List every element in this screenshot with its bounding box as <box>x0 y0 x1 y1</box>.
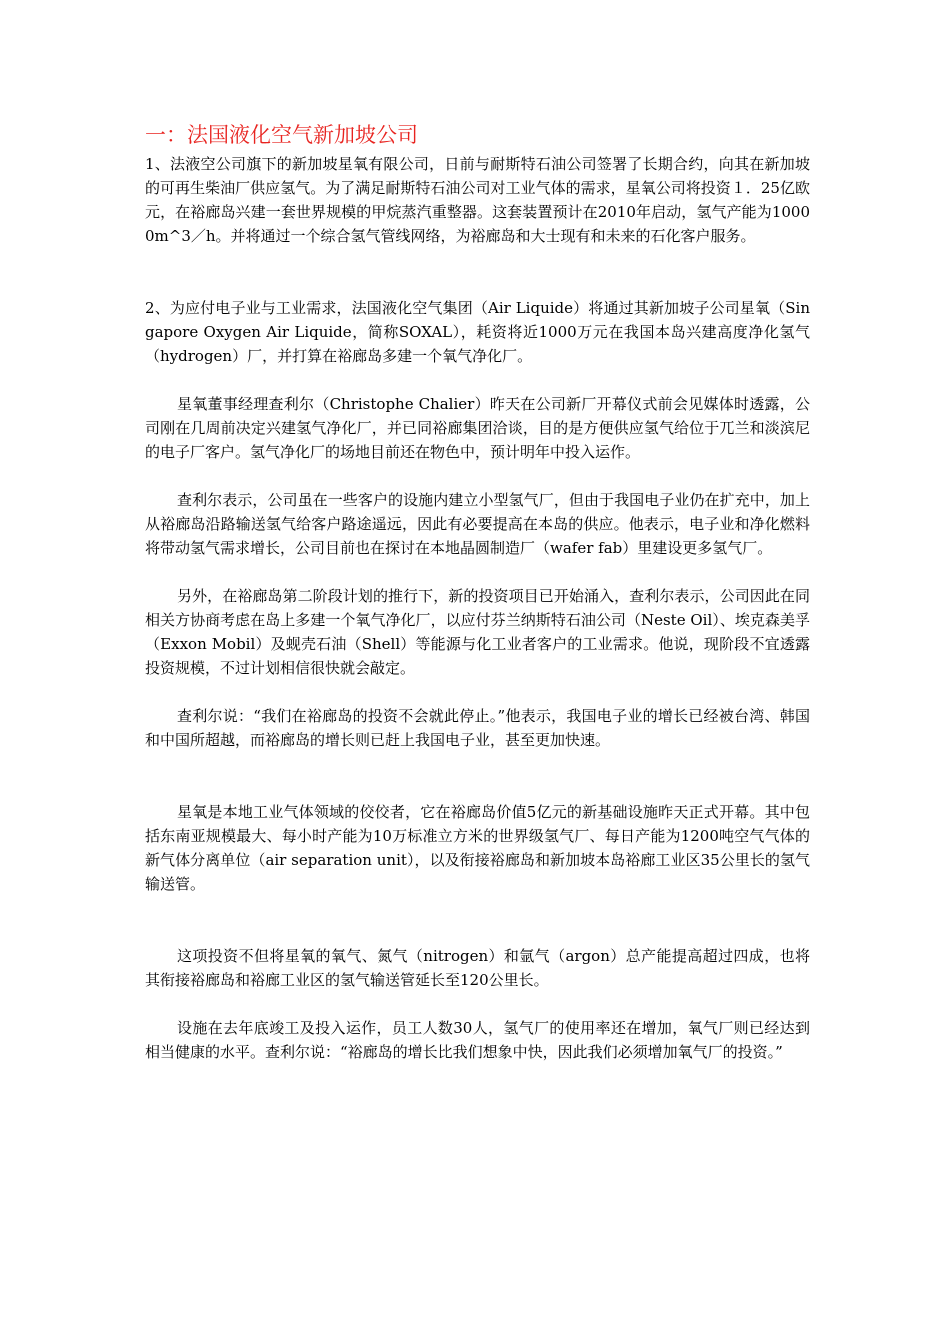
paragraph-9: 设施在去年底竣工及投入运作，员工人数30人，氢气厂的使用率还在增加，氧气厂则已经达到相当健康的水平。查利尔说：“裕廊岛的增长比我们想象中快，因此我们必须增加氧气厂的投资。” <box>145 1019 810 1061</box>
paragraph-6: 查利尔说：“我们在裕廊岛的投资不会就此停止。”他表示，我国电子业的增长已经被台湾、韩国和中国所超越，而裕廊岛的增长则已赶上我国电子业，甚至更加快速。 <box>145 707 810 749</box>
document-body <box>145 120 810 1064</box>
paragraph-3: 星氧董事经理查利尔（Christophe Chalier）昨天在公司新厂开幕仪式前会见媒体时透露，公司刚在几周前决定兴建氢气净化厂，并已同裕廊集团洽谈，目的是方便供应氢气给位于兀兰和淡滨尼的电子厂客户。氢气净化厂的场地目前还在物色中，预计明年中投入运作。 <box>145 395 810 461</box>
paragraph-5: 另外，在裕廊岛第二阶段计划的推行下，新的投资项目已开始涌入，查利尔表示，公司因此在同相关方协商考虑在岛上多建一个氧气净化厂，以应付芬兰纳斯特石油公司（Neste Oil）、埃克森美孚（Exxon Mobil）及蚬壳石油（Shell）等能源与化工业者客户的工业需求。他说，现阶段不宜透露投资规模，不过计划相信很快就会敲定。 <box>145 587 810 677</box>
paragraph-8: 这项投资不但将星氧的氧气、氮气（nitrogen）和氩气（argon）总产能提高超过四成，也将其衔接裕廊岛和裕廊工业区的氢气输送管延长至120公里长。 <box>145 947 810 989</box>
paragraph-2: 2、为应付电子业与工业需求，法国液化空气集团（Air Liquide）将通过其新加坡子公司星氧（Singapore Oxygen Air Liquide，简称SOXAL），耗资将近1000万元在我国本岛兴建高度净化氢气（hydrogen）厂，并打算在裕廊岛多建一个氧气净化厂。 <box>145 299 810 365</box>
paragraph-7: 星氧是本地工业气体领域的佼佼者，它在裕廊岛价值5亿元的新基础设施昨天正式开幕。其中包括东南亚规模最大、每小时产能为10万标准立方米的世界级氢气厂、每日产能为1200吨空气气体的新气体分离单位（air separation unit），以及衔接裕廊岛和新加坡本岛裕廊工业区35公里长的氢气输送管。 <box>145 803 810 893</box>
document-title: 一：法国液化空气新加坡公司 <box>145 123 418 147</box>
paragraph-1: 1、法液空公司旗下的新加坡星氧有限公司，日前与耐斯特石油公司签署了长期合约，向其在新加坡的可再生柴油厂供应氢气。为了满足耐斯特石油公司对工业气体的需求，星氧公司将投资１．25亿欧元，在裕廊岛兴建一套世界规模的甲烷蒸汽重整器。这套装置预计在2010年启动，氢气产能为10000m^3／h。并将通过一个综合氢气管线网络，为裕廊岛和大士现有和未来的石化客户服务。 <box>145 155 810 245</box>
paragraph-4: 查利尔表示，公司虽在一些客户的设施内建立小型氢气厂，但由于我国电子业仍在扩充中，加上从裕廊岛沿路输送氢气给客户路途遥远，因此有必要提高在本岛的供应。他表示，电子业和净化燃料将带动氢气需求增长，公司目前也在探讨在本地晶圆制造厂（wafer fab）里建设更多氢气厂。 <box>145 491 810 557</box>
